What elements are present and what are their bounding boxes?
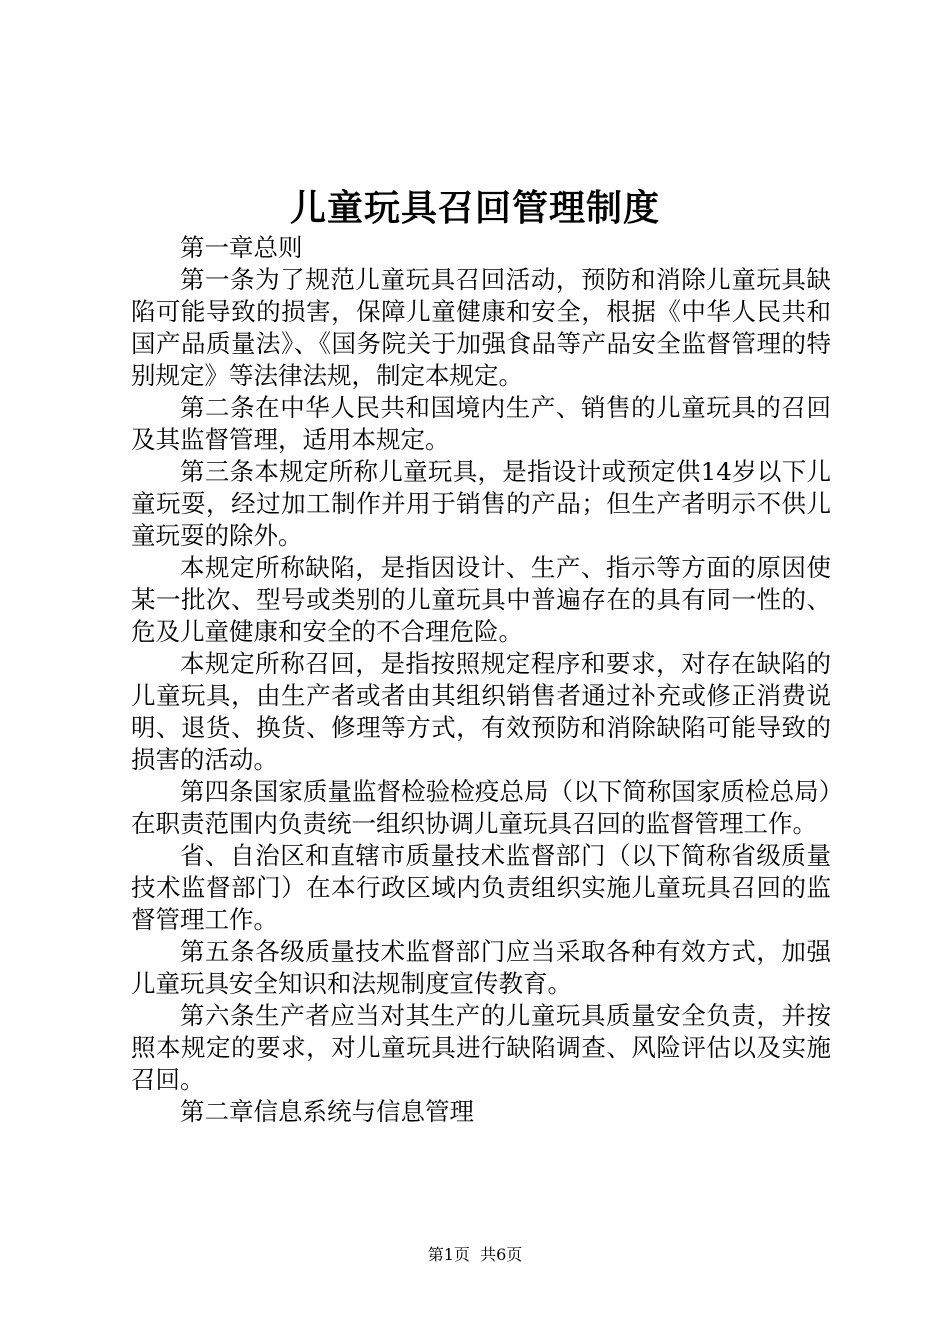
paragraph: 第六条生产者应当对其生产的儿童玩具质量安全负责，并按照本规定的要求，对儿童玩具进行缺陷调查、风险评估以及实施召回。 xyxy=(131,1001,831,1094)
page-footer xyxy=(0,1244,950,1266)
page-total: 共6页 xyxy=(480,1245,523,1264)
paragraph: 第四条国家质量监督检验检疫总局（以下简称国家质检总局）在职责范围内负责统一组织协调儿童玩具召回的监督管理工作。 xyxy=(131,777,831,838)
chapter-heading: 第二章信息系统与信息管理 xyxy=(180,1097,474,1126)
paragraph: 第三条本规定所称儿童玩具，是指设计或预定供14岁以下儿童玩耍，经过加工制作并用于销售的产品；但生产者明示不供儿童玩耍的除外。 xyxy=(131,457,831,550)
document-title: 儿童玩具召回管理制度 xyxy=(289,187,660,229)
chapter-heading: 第一章总则 xyxy=(180,233,303,262)
document-body xyxy=(131,232,831,1128)
paragraph: 第一条为了规范儿童玩具召回活动，预防和消除儿童玩具缺陷可能导致的损害，保障儿童健康和安全，根据《中华人民共和国产品质量法》、《国务院关于加强食品等产品安全监督管理的特别规定》等法律法规，制定本规定。 xyxy=(131,265,831,390)
footer-spacer xyxy=(470,1245,480,1264)
paragraph: 本规定所称召回，是指按照规定程序和要求，对存在缺陷的儿童玩具，由生产者或者由其组织销售者通过补充或修正消费说明、退货、换货、修理等方式，有效预防和消除缺陷可能导致的损害的活动。 xyxy=(131,649,831,774)
paragraph: 第五条各级质量技术监督部门应当采取各种有效方式，加强儿童玩具安全知识和法规制度宣传教育。 xyxy=(131,937,831,998)
paragraph: 第二条在中华人民共和国境内生产、销售的儿童玩具的召回及其监督管理，适用本规定。 xyxy=(131,393,831,454)
paragraph: 省、自治区和直辖市质量技术监督部门（以下简称省级质量技术监督部门）在本行政区域内负责组织实施儿童玩具召回的监督管理工作。 xyxy=(131,841,831,934)
paragraph: 本规定所称缺陷，是指因设计、生产、指示等方面的原因使某一批次、型号或类别的儿童玩具中普遍存在的具有同一性的、危及儿童健康和安全的不合理危险。 xyxy=(131,553,831,646)
page-number: 第1页 xyxy=(427,1245,470,1264)
